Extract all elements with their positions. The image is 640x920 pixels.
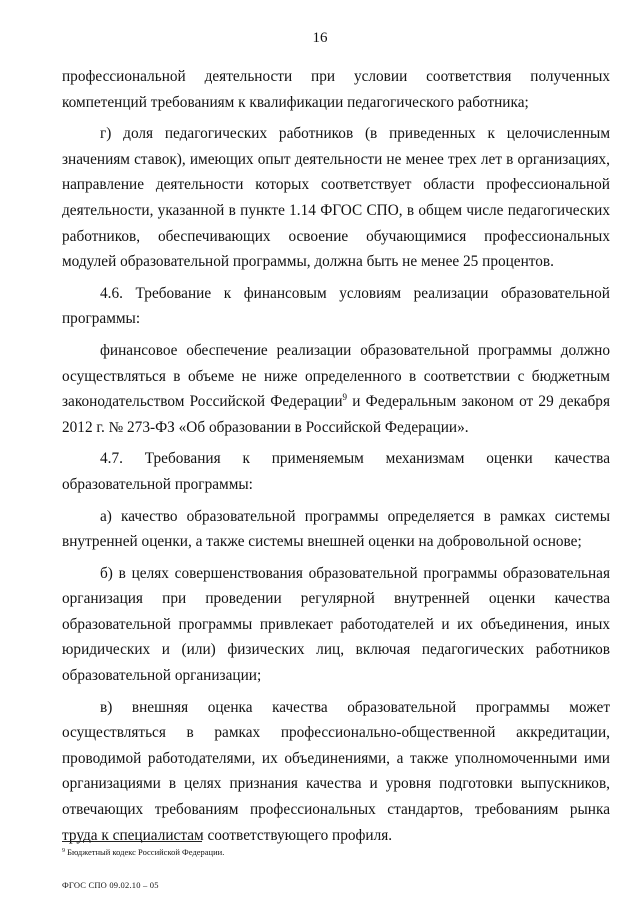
page-number: 16	[312, 30, 328, 46]
document-body	[62, 64, 610, 854]
section-heading-4-7: 4.7. Требования к применяемым механизмам оценки качества образовательной программы:	[62, 450, 610, 493]
paragraph-item-v: в) внешняя оценка качества образовательной программы может осуществляться в рамках профессионально-общественной аккредитации, проводимой работодателями, их объединениями, а также уполномоченными ими организациями в целях признания качества и уровня подготовки выпускников, отвечающих требованиям профессиональных стандартов, требованиям рынка труда к специалистам соответствующего профиля.	[62, 698, 610, 844]
footnote-reference: 9	[342, 392, 348, 403]
paragraph-financial-text: финансовое обеспечение реализации образовательной программы должно осуществляться в объеме не ниже определенного в соответствии с бюджетным законодательством Российской Федерации	[62, 341, 610, 411]
document-code: ФГОС СПО 09.02.10 – 05	[62, 880, 159, 890]
paragraph-item-a: а) качество образовательной программы определяется в рамках системы внутренней оценки, а также системы внешней оценки на добровольной основе;	[62, 507, 610, 551]
section-heading-4-6: 4.6. Требование к финансовым условиям реализации образовательной программы:	[62, 284, 610, 328]
paragraph-financial	[62, 338, 610, 440]
footnote-text: Бюджетный кодекс Российской Федерации.	[67, 847, 225, 857]
footnote-divider	[62, 841, 202, 842]
paragraph-item-b: б) в целях совершенствования образовательной программы образовательная организация при проведении регулярной внутренней оценки качества образовательной программы привлекает работодателей и их объединения, иных юридических и (или) физических лиц, включая педагогических работников образовательной организации;	[62, 564, 610, 685]
paragraph-item-g: г) доля педагогических работников (в приведенных к целочисленным значениям ставок), имеющих опыт деятельности не менее трех лет в организациях, направление деятельности которых соответствует области профессиональной деятельности, указанной в пункте 1.14 ФГОС СПО, в общем числе педагогических работников, обеспечивающих освоение обучающимися профессиональных модулей образовательной программы, должна быть не менее 25 процентов.	[62, 125, 610, 271]
footnote	[62, 846, 224, 858]
paragraph-continuation: профессиональной деятельности при условии соответствия полученных компетенций требованиям к квалификации педагогического работника;	[62, 68, 610, 111]
paragraph-financial-text-end: и Федеральным законом от 29 декабря 2012 г. № 273-ФЗ «Об образовании в Российской Федерации».	[62, 393, 610, 436]
footnote-marker: 9	[62, 848, 65, 854]
